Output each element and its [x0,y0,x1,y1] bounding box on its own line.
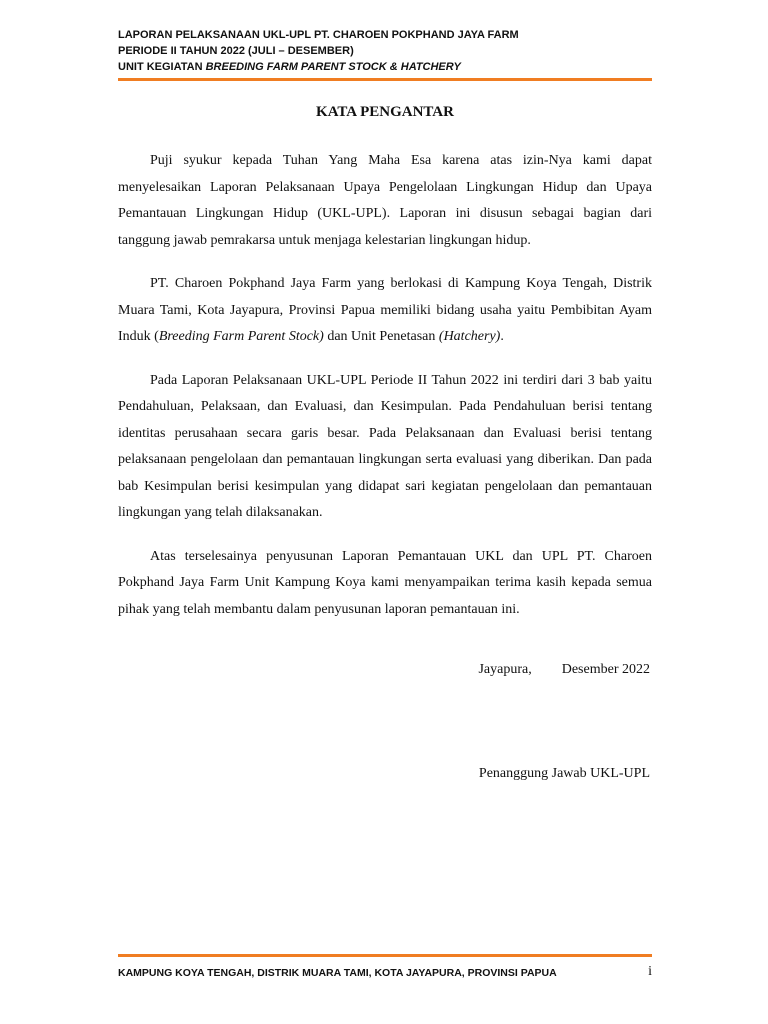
header-line-unit [118,59,652,75]
header-line-period: PERIODE II TAHUN 2022 (JULI – DESEMBER) [118,45,354,57]
footer-address: KAMPUNG KOYA TENGAH, DISTRIK MUARA TAMI, KOTA JAYAPURA, PROVINSI PAPUA [118,967,557,979]
header-unit-name: BREEDING FARM PARENT STOCK & HATCHERY [205,61,461,73]
paragraph-2-text-a: PT. Charoen Pokphand Jaya Farm yang berlokasi di Kampung Koya Tengah, Distrik Muara Tami, Kota Jayapura, Provinsi Papua memiliki bidang usaha yaitu Pembibitan Ayam Induk ( [118,276,652,344]
signatory-title: Penanggung Jawab UKL-UPL [478,766,650,781]
date-text: Desember 2022 [561,662,650,677]
paragraph-2-text-e: . [500,329,504,344]
page-number: i [648,964,652,979]
header-divider [118,78,652,81]
header-line-report-title: LAPORAN PELAKSANAAN UKL-UPL PT. CHAROEN POKPHAND JAYA FARM [118,29,519,41]
paragraph-2-italic-hatchery: (Hatchery) [438,329,501,344]
place-and-date [118,660,650,680]
footer-divider [118,954,652,957]
running-header [118,27,652,75]
paragraph-2-italic-breeding: Breeding Farm Parent Stock) [158,329,324,344]
header-unit-prefix: UNIT KEGIATAN [118,61,206,73]
paragraph-4: Atas terselesainya penyusunan Laporan Pemantauan UKL dan UPL PT. Charoen Pokphand Jaya Farm Unit Kampung Koya kami menyampaikan terima kasih kepada semua pihak yang telah membantu dalam penyusunan laporan pemantauan ini. [118,548,652,617]
paragraph-2 [118,271,652,351]
paragraph-2-text-c: dan Unit Penetasan [323,329,439,344]
paragraph-1: Puji syukur kepada Tuhan Yang Maha Esa karena atas izin-Nya kami dapat menyelesaikan Laporan Pelaksanaan Upaya Pengelolaan Lingkungan Hidup dan Upaya Pemantauan Lingkungan Hidup (UKL-UPL). Laporan ini disusun sebagai bagian dari tanggung jawab pemrakarsa untuk menjaga kelestarian lingkungan hidup. [118,153,652,248]
paragraph-3: Pada Laporan Pelaksanaan UKL-UPL Periode II Tahun 2022 ini terdiri dari 3 bab yaitu Pendahuluan, Pelaksaan, dan Evaluasi, dan Kesimpulan. Pada Pendahuluan berisi tentang identitas perusahaan secara garis besar. Pada Pelaksanaan dan Evaluasi berisi tentang pelaksanaan pengelolaan dan pemantauan lingkungan serta evaluasi yang diberikan. Dan pada bab Kesimpulan berisi kesimpulan yang didapat sari kegiatan pengelolaan dan pemantauan lingkungan yang telah dilaksanakan. [118,372,652,520]
page-title: KATA PENGANTAR [316,104,454,120]
place-text: Jayapura, [478,662,532,677]
document-body [118,148,652,640]
